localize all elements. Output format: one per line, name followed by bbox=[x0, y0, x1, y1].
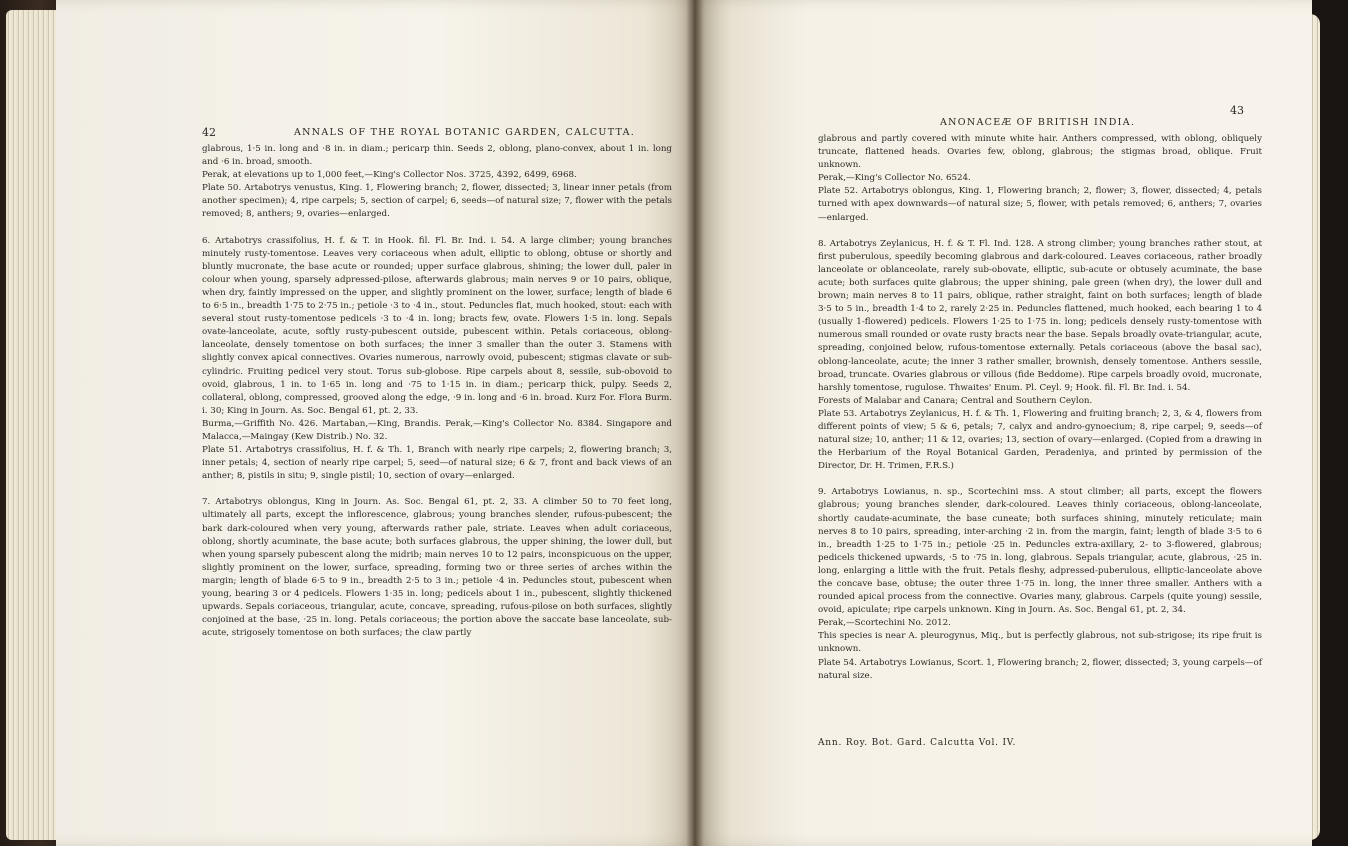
section-gap bbox=[818, 225, 1262, 238]
paragraph: Plate 52. Artabotrys oblongus, King. 1, Flowering branch; 2, flower; 3, flower, dissected; 4, petals turned with apex downwards—of natural size; 5, flower, with petals removed; 6, anthers; 7, ovaries—enlarged. bbox=[818, 186, 1262, 223]
book-gutter bbox=[686, 0, 704, 846]
page-body bbox=[202, 143, 672, 640]
paragraph: 6. Artabotrys crassifolius, H. f. & T. in Hook. fil. Fl. Br. Ind. i. 54. A large climber; young branches minutely rusty-tomentose. Leaves very coriaceous when adult, elliptic to oblong, obtuse or shortly and bluntly mucronate, the base acute or rounded; upper surface glabrous, shining; the lower dull, paler in colour when young, sparsely adpressed-pilose, afterwards glabrous; main nerves 9 or 10 pairs, oblique, when dry, faintly impressed on the upper, and slightly prominent on the lower, surface; length of blade 6 to 6·5 in., breadth 1·75 to 2·75 in.; petiole ·3 to ·4 in., stout. Peduncles flat, much hooked, stout: each with several stout rusty-tomentose pedicels ·3 to ·4 in. long; bracts few, ovate. Flowers 1·5 in. long. Sepals ovate-lanceolate, acute, softly rusty-pubescent outside, pubescent within. Petals coriaceous, oblong-lanceolate, densely tomentose on both surfaces; the inner 3 smaller than the outer 3. Stamens with slightly convex apical connectives. Ovaries numerous, narrowly ovoid, pubescent; stigmas clavate or sub-cylindric. Fruiting pedicel very stout. Torus sub-globose. Ripe carpels about 8, sessile, sub-obovoid to ovoid, glabrous, 1 in. to 1·65 in. long and ·75 to 1·15 in. in diam.; pericarp thick, pulpy. Seeds 2, collateral, oblong, compressed, grooved along the edge, ·9 in. long and ·6 in. broad. Kurz For. Flora Burm. i. 30; King in Journ. As. Soc. Bengal 61, pt. 2, 33. bbox=[202, 235, 672, 416]
page-number: 43 bbox=[1230, 104, 1244, 117]
page-footer: Ann. Roy. Bot. Gard. Calcutta Vol. IV. bbox=[818, 738, 1017, 748]
running-header: ANNALS OF THE ROYAL BOTANIC GARDEN, CALCUTTA. bbox=[294, 127, 636, 138]
paragraph: Forests of Malabar and Canara; Central and Southern Ceylon. bbox=[818, 395, 1093, 406]
paragraph: Perak, at elevations up to 1,000 feet,—King's Collector Nos. 3725, 4392, 6499, 6968. bbox=[202, 170, 577, 181]
paragraph: Plate 51. Artabotrys crassifolius, H. f. & Th. 1, Branch with nearly ripe carpels; 2, flowering branch; 3, inner petals; 4, section of nearly ripe carpel; 5, seed—of natural size; 6 & 7, front and back views of an anther; 8, pistils in situ; 9, single pistil; 10, section of ovary—enlarged. bbox=[202, 445, 672, 482]
paragraph: Perak,—King's Collector No. 6524. bbox=[818, 173, 971, 184]
section-gap bbox=[818, 473, 1262, 486]
section-gap bbox=[202, 222, 672, 235]
paragraph: Perak,—Scortechini No. 2012. bbox=[818, 618, 951, 629]
left-page bbox=[56, 0, 694, 846]
paragraph: 8. Artabotrys Zeylanicus, H. f. & T. Fl. Ind. 128. A strong climber; young branches rather stout, at first puberulous, speedily becoming glabrous and dark-coloured. Leaves coriaceous, rather broadly lanceolate or oblanceolate, rarely sub-obovate, elliptic, sub-acute or obtusely acuminate, the base acute; both surfaces quite glabrous; the upper shining, pale green (when dry), the lower dull and brown; main nerves 8 to 11 pairs, oblique, rather straight, faint on both surfaces; length of blade 3·5 to 5 in., breadth 1·4 to 2, rarely 2·25 in. Peduncles flattened, much hooked, each bearing 1 to 4 (usually 1-flowered) pedicels. Flowers 1·25 to 1·75 in. long; pedicels densely rusty-tomentose with numerous small rounded or ovate rusty bracts near the base. Sepals broadly ovate-triangular, acute, spreading, conjoined below, rufous-tomentose externally. Petals coriaceous (above the basal sac), oblong-lanceolate, acute; the inner 3 rather smaller, brownish, densely tomentose. Anthers sessile, broad, truncate. Ovaries glabrous or villous (fide Beddome). Ripe carpels broadly ovoid, mucronate, harshly tomentose, rugulose. Thwaites' Enum. Pl. Ceyl. 9; Hook. fil. Fl. Br. Ind. i. 54. bbox=[818, 238, 1262, 393]
paragraph: Plate 53. Artabotrys Zeylanicus, H. f. & Th. 1, Flowering and fruiting branch; 2, 3, & 4, flowers from different points of view; 5 & 6, petals; 7, calyx and andro-gynoecium; 8, ripe carpel; 9, seeds—of natural size; 10, anther; 11 & 12, ovaries; 13, section of ovary—enlarged. (Copied from a drawing in the Herbarium of the Royal Botanical Garden, Peradeniya, and printed by permission of the Director, Dr. H. Trimen, F.R.S.) bbox=[818, 408, 1262, 472]
running-header: ANONACEÆ OF BRITISH INDIA. bbox=[940, 117, 1136, 128]
paragraph: glabrous and partly covered with minute white hair. Anthers compressed, with oblong, obliquely truncate, flattened heads. Ovaries few, oblong, glabrous; the stigmas broad, oblique. Fruit unknown. bbox=[818, 134, 1262, 171]
paragraph: This species is near A. pleurogynus, Miq., but is perfectly glabrous, not sub-strigose; its ripe fruit is unknown. bbox=[818, 631, 1262, 655]
right-page bbox=[694, 0, 1312, 846]
paragraph: 7. Artabotrys oblongus, King in Journ. As. Soc. Bengal 61, pt. 2, 33. A climber 50 to 70 feet long, ultimately all parts, except the inflorescence, glabrous; young branches slender, rufous-pubescent; the bark dark-coloured when very young, afterwards rather pale, striate. Leaves when adult coriaceous, oblong, shortly acuminate, the base acute; both surfaces glabrous, the upper shining, the lower dull, but when young sparsely pubescent along the midrib; main nerves 10 to 12 pairs, inconspicuous on the upper, slightly prominent on the lower, surface, spreading, forming two or three series of arches within the margin; length of blade 6·5 to 9 in., breadth 2·5 to 3 in.; petiole ·4 in. Peduncles stout, pubescent when young, bearing 3 or 4 pedicels. Flowers 1·35 in. long; pedicels about 1 in., pubescent, slightly thickened upwards. Sepals coriaceous, triangular, acute, concave, spreading, rufous-pilose on both surfaces, slightly conjoined at the base, ·25 in. long. Petals coriaceous; the portion above the saccate base lanceolate, sub-acute, strigosely tomentose on both surfaces; the claw partly bbox=[202, 497, 672, 639]
paragraph: Plate 50. Artabotrys venustus, King. 1, Flowering branch; 2, flower, dissected; 3, linear inner petals (from another specimen); 4, ripe carpels; 5, section of carpel; 6, seeds—of natural size; 7, flower with the petals removed; 8, anthers; 9, ovaries—enlarged. bbox=[202, 183, 672, 220]
page-body bbox=[818, 133, 1262, 683]
paragraph: Plate 54. Artabotrys Lowianus, Scort. 1, Flowering branch; 2, flower, dissected; 3, young carpels—of natural size. bbox=[818, 657, 1262, 681]
paragraph: glabrous, 1·5 in. long and ·8 in. in diam.; pericarp thin. Seeds 2, oblong, plano-convex, about 1 in. long and ·6 in. broad, smooth. bbox=[202, 144, 672, 168]
paragraph: 9. Artabotrys Lowianus, n. sp., Scortechini mss. A stout climber; all parts, except the flowers glabrous; young branches slender, dark-coloured. Leaves thinly coriaceous, oblong-lanceolate, shortly caudate-acuminate, the base cuneate; both surfaces shining, minutely reticulate; main nerves 8 to 10 pairs, spreading, inter-arching ·2 in. from the margin, faint; length of blade 3·5 to 6 in., breadth 1·25 to 1·75 in.; petiole ·25 in. Peduncles extra-axillary, 2- to 3-flowered, glabrous; pedicels thickened upwards, ·5 to ·75 in. long, glabrous. Sepals triangular, acute, glabrous, ·25 in. long, enlarging a little with the fruit. Petals fleshy, adpressed-puberulous, elliptic-lanceolate above the concave base, obtuse; the outer three 1·75 in. long, the inner three smaller. Anthers with a rounded apical process from the connective. Ovaries many, glabrous. Carpels (quite young) sessile, ovoid, apiculate; ripe carpels unknown. King in Journ. As. Soc. Bengal 61, pt. 2, 34. bbox=[818, 487, 1262, 616]
paragraph: Burma,—Griffith No. 426. Martaban,—King, Brandis. Perak,—King's Collector No. 8384. Singapore and Malacca,—Maingay (Kew Distrib.) No. 32. bbox=[202, 418, 672, 442]
section-gap bbox=[202, 483, 672, 496]
page-number: 42 bbox=[202, 126, 216, 139]
